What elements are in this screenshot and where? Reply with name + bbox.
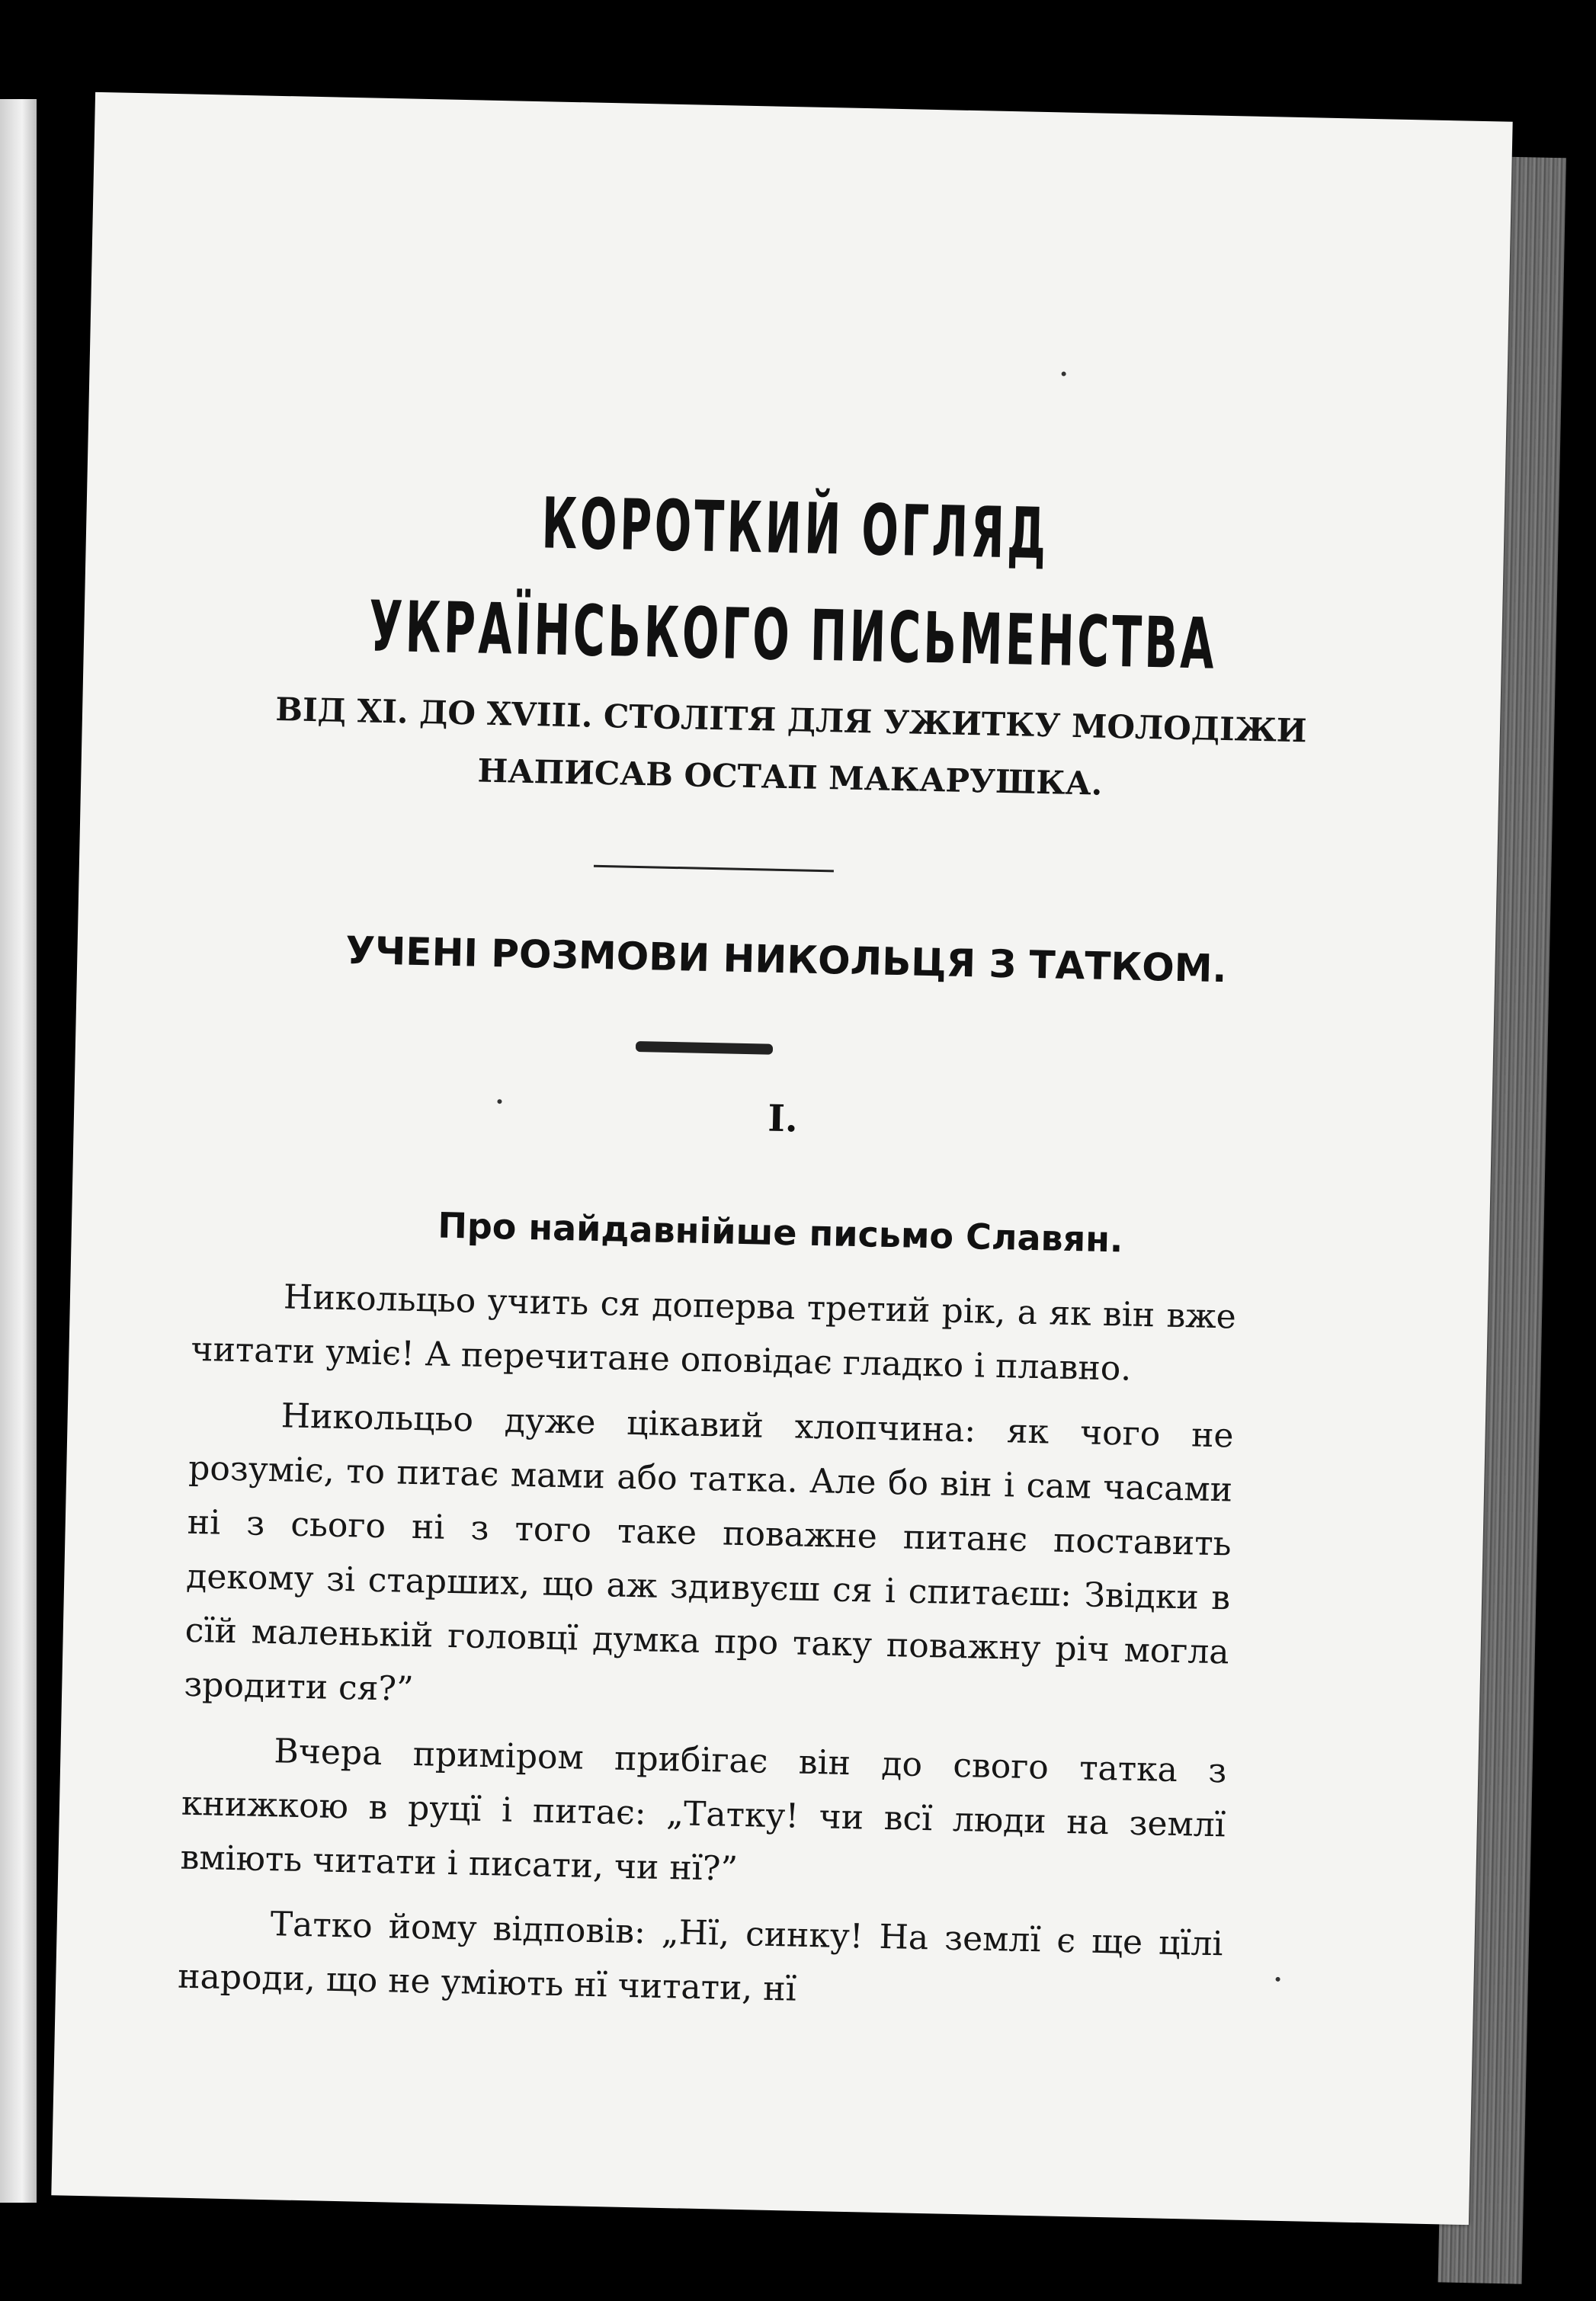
title-line-2: УКРАЇНСЬКОГО ПИСЬМЕНСТВА — [368, 585, 1218, 685]
chapter-numeral: I. — [767, 1097, 799, 1141]
paragraph: Никольцьо учить ся доперва третий рік, а як він вже читати уміє! А перечитане оповідає гладко і плавно. — [191, 1277, 1237, 1389]
paragraph: Татко йому відповів: „Нї, синку! На землї є ще цїлі народи, що не уміють нї читати, нї — [177, 1905, 1224, 2009]
thick-divider — [636, 1041, 773, 1055]
subtitle-line-2: НАПИСАВ ОСТАП МАКАРУШКА. — [477, 752, 1103, 803]
paragraph: Никольцьо дуже цікавий хлопчина: як чого не розуміє, то питає мами або татка. Але бо він і сам часами ні з сього ні з того таке поважне питанє поставить декому зі старших, що аж здивуєш ся і спитаєш: Звідки в сїй маленькій головцї думка про таку поважну річ могла зродити ся?” — [183, 1396, 1235, 1710]
paragraph: Вчера примiром прибігає він до свого татка з книжкою в руцї і питає: „Татку! чи всї люди на землї вміють читати і писати, чи нї?” — [180, 1732, 1227, 1889]
section-heading: УЧЕНІ РОЗМОВИ НИКОЛЬЦЯ З ТАТКОМ. — [345, 928, 1228, 992]
page-content — [51, 92, 1512, 2225]
thin-divider — [594, 865, 834, 873]
title-line-1: КОРОТКИЙ ОГЛЯД — [540, 482, 1050, 575]
facing-page-edge — [0, 99, 37, 2203]
dust-speck — [497, 1099, 502, 1104]
dust-speck — [1062, 371, 1066, 376]
subtitle-line-1: ВІД XI. ДО XVIII. СТОЛІТЯ ДЛЯ УЖИТКУ МОЛОДІЖИ — [275, 690, 1308, 750]
body-text — [177, 1268, 1236, 2036]
dust-speck — [1276, 1977, 1280, 1982]
book-page — [51, 92, 1512, 2225]
chapter-heading: Про найдавнійше письмо Славян. — [437, 1204, 1124, 1261]
